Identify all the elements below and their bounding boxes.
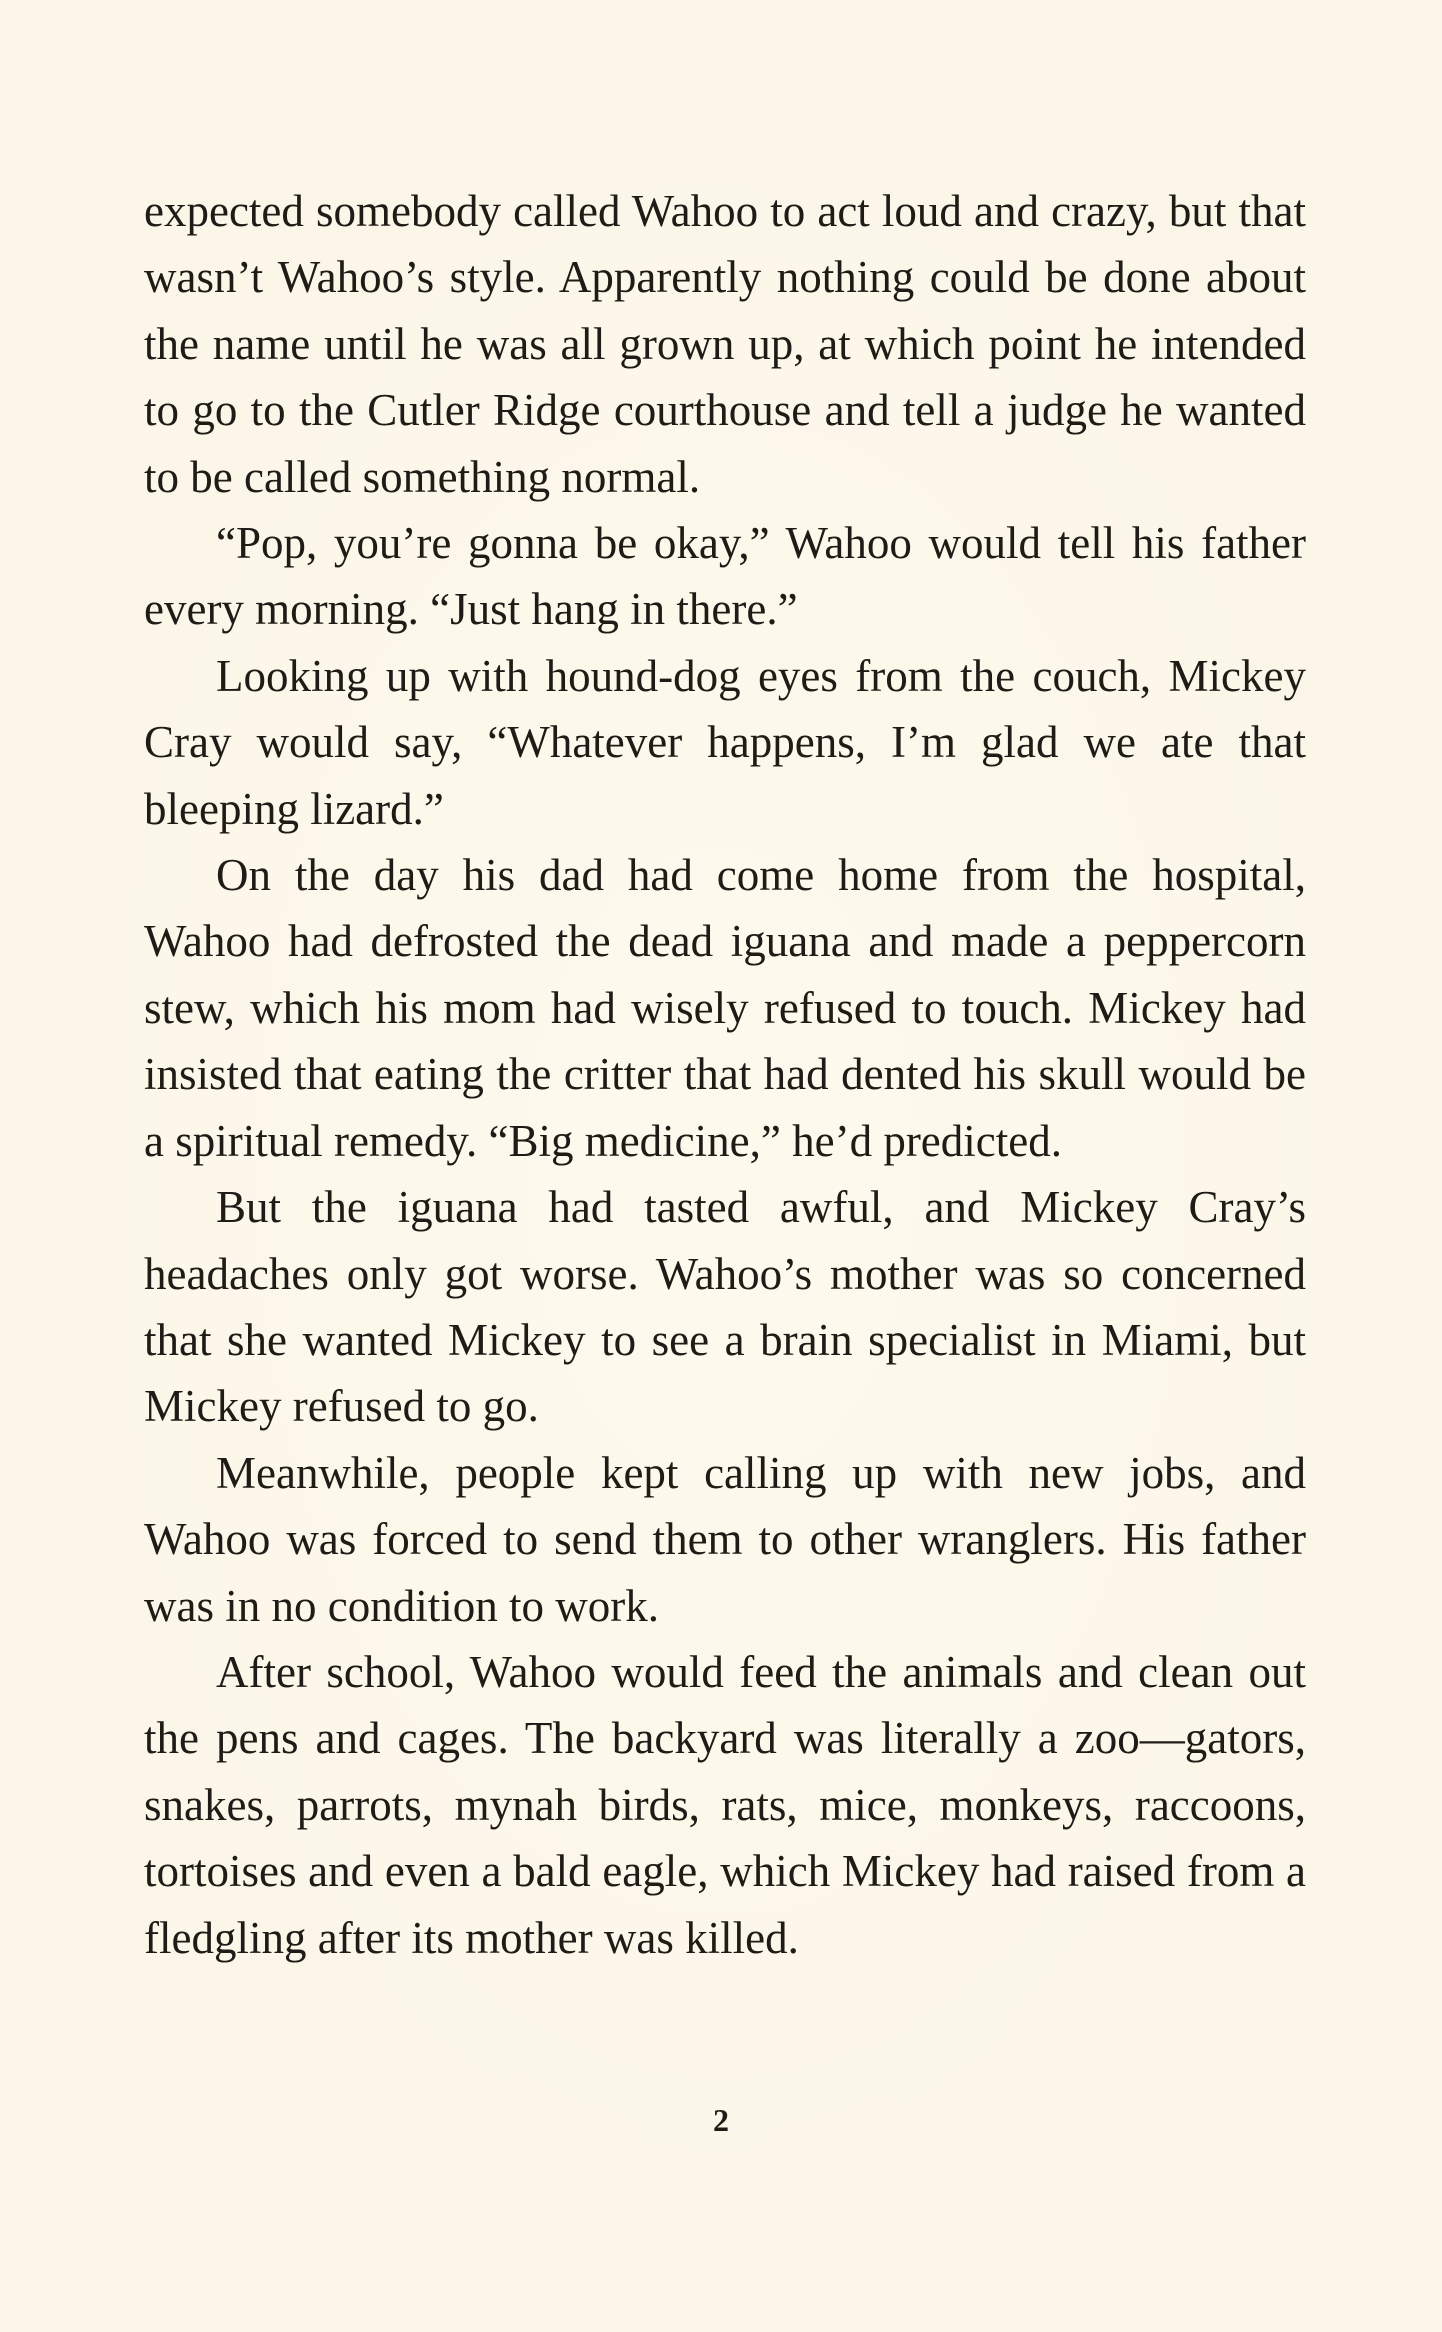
paragraph: Meanwhile, people kept calling up with new jobs, and Wahoo was forced to send them to other wranglers. His father was in no condition to work. [144, 1447, 1306, 1631]
paragraph: “Pop, you’re gonna be okay,” Wahoo would tell his father every morning. “Just hang in there.” [144, 518, 1306, 635]
page-number: 2 [713, 2102, 729, 2138]
paragraph: After school, Wahoo would feed the animals and clean out the pens and cages. The backyard was literally a zoo—gators, snakes, parrots, mynah birds, rats, mice, monkeys, raccoons, tortoises and even a bald eagle, which Mickey had raised from a fledgling after its mother was killed. [144, 1646, 1306, 1963]
paragraph: But the iguana had tasted awful, and Mickey Cray’s headaches only got worse. Wahoo’s mother was so concerned that she wanted Mickey to see a brain specialist in Miami, but Mickey refused to go. [144, 1182, 1306, 1432]
paragraph: Looking up with hound-dog eyes from the couch, Mickey Cray would say, “Whatever happens, I’m glad we ate that bleeping lizard.” [144, 650, 1306, 834]
body-text [144, 178, 1306, 1971]
paragraph: On the day his dad had come home from the hospital, Wahoo had defrosted the dead iguana and made a peppercorn stew, which his mom had wisely refused to touch. Mickey had insisted that eating the critter that had dented his skull would be a spiritual remedy. “Big medicine,” he’d predicted. [144, 850, 1306, 1166]
paragraph-continued: expected somebody called Wahoo to act loud and crazy, but that wasn’t Wahoo’s style. Apparently nothing could be done about the name until he was all grown up, at which point he intended to go to the Cutler Ridge courthouse and tell a judge he wanted to be called something normal. [144, 186, 1306, 502]
